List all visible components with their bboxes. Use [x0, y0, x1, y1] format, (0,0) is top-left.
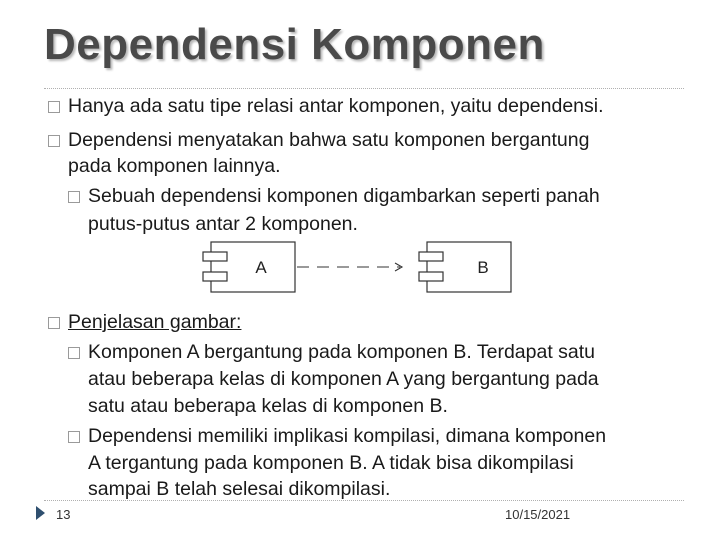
sub-bullet-3-1-line-3: satu atau beberapa kelas di komponen B. [88, 395, 448, 417]
bullet-square-icon [48, 101, 60, 113]
bullet-square-icon [68, 347, 80, 359]
component-port-icon [419, 252, 443, 261]
title-divider [44, 88, 684, 89]
slide-number: 13 [56, 507, 71, 522]
bullet-3 [48, 310, 241, 334]
component-b [419, 242, 511, 292]
bullet-2-line-1: Dependensi menyatakan bahwa satu komponen bergantung [68, 129, 590, 151]
sub-bullet-3-2-line-3: sampai B telah selesai dikompilasi. [88, 478, 391, 500]
bullet-square-icon [48, 135, 60, 147]
slide-date: 10/15/2021 [505, 507, 571, 522]
component-port-icon [419, 272, 443, 281]
sub-bullet-2-1-line-1: Sebuah dependensi komponen digambarkan seperti panah [88, 185, 600, 207]
bullet-square-icon [48, 317, 60, 329]
sub-bullet-3-2 [68, 424, 606, 448]
component-dependency-diagram [195, 238, 515, 298]
bullet-2-line-2: pada komponen lainnya. [68, 155, 281, 177]
sub-bullet-3-2-line-2: A tergantung pada komponen B. A tidak bisa dikompilasi [88, 452, 574, 474]
sub-bullet-3-2-line-1: Dependensi memiliki implikasi kompilasi, dimana komponen [88, 425, 607, 447]
bullet-3-text: Penjelasan gambar: [68, 311, 242, 333]
sub-bullet-3-1 [68, 340, 595, 364]
sub-bullet-3-1-line-2: atau beberapa kelas di komponen A yang bergantung pada [88, 368, 599, 390]
sub-bullet-3-1-line-1: Komponen A bergantung pada komponen B. Terdapat satu [88, 341, 596, 363]
bullet-square-icon [68, 431, 80, 443]
component-port-icon [203, 272, 227, 281]
component-a-label: A [255, 258, 267, 277]
bullet-1-text: Hanya ada satu tipe relasi antar komponen, yaitu dependensi. [68, 95, 604, 117]
component-port-icon [203, 252, 227, 261]
component-a [203, 242, 295, 292]
bullet-square-icon [68, 191, 80, 203]
sub-bullet-2-1-line-2: putus-putus antar 2 komponen. [88, 213, 358, 235]
slide-title: Dependensi Komponen [44, 20, 545, 69]
bullet-2 [48, 128, 589, 152]
component-b-label: B [477, 258, 489, 277]
slide-marker-icon [36, 506, 45, 520]
bullet-1 [48, 94, 604, 118]
footer-divider [44, 500, 684, 501]
sub-bullet-2-1 [68, 184, 600, 208]
dependency-arrow-icon [297, 263, 402, 271]
